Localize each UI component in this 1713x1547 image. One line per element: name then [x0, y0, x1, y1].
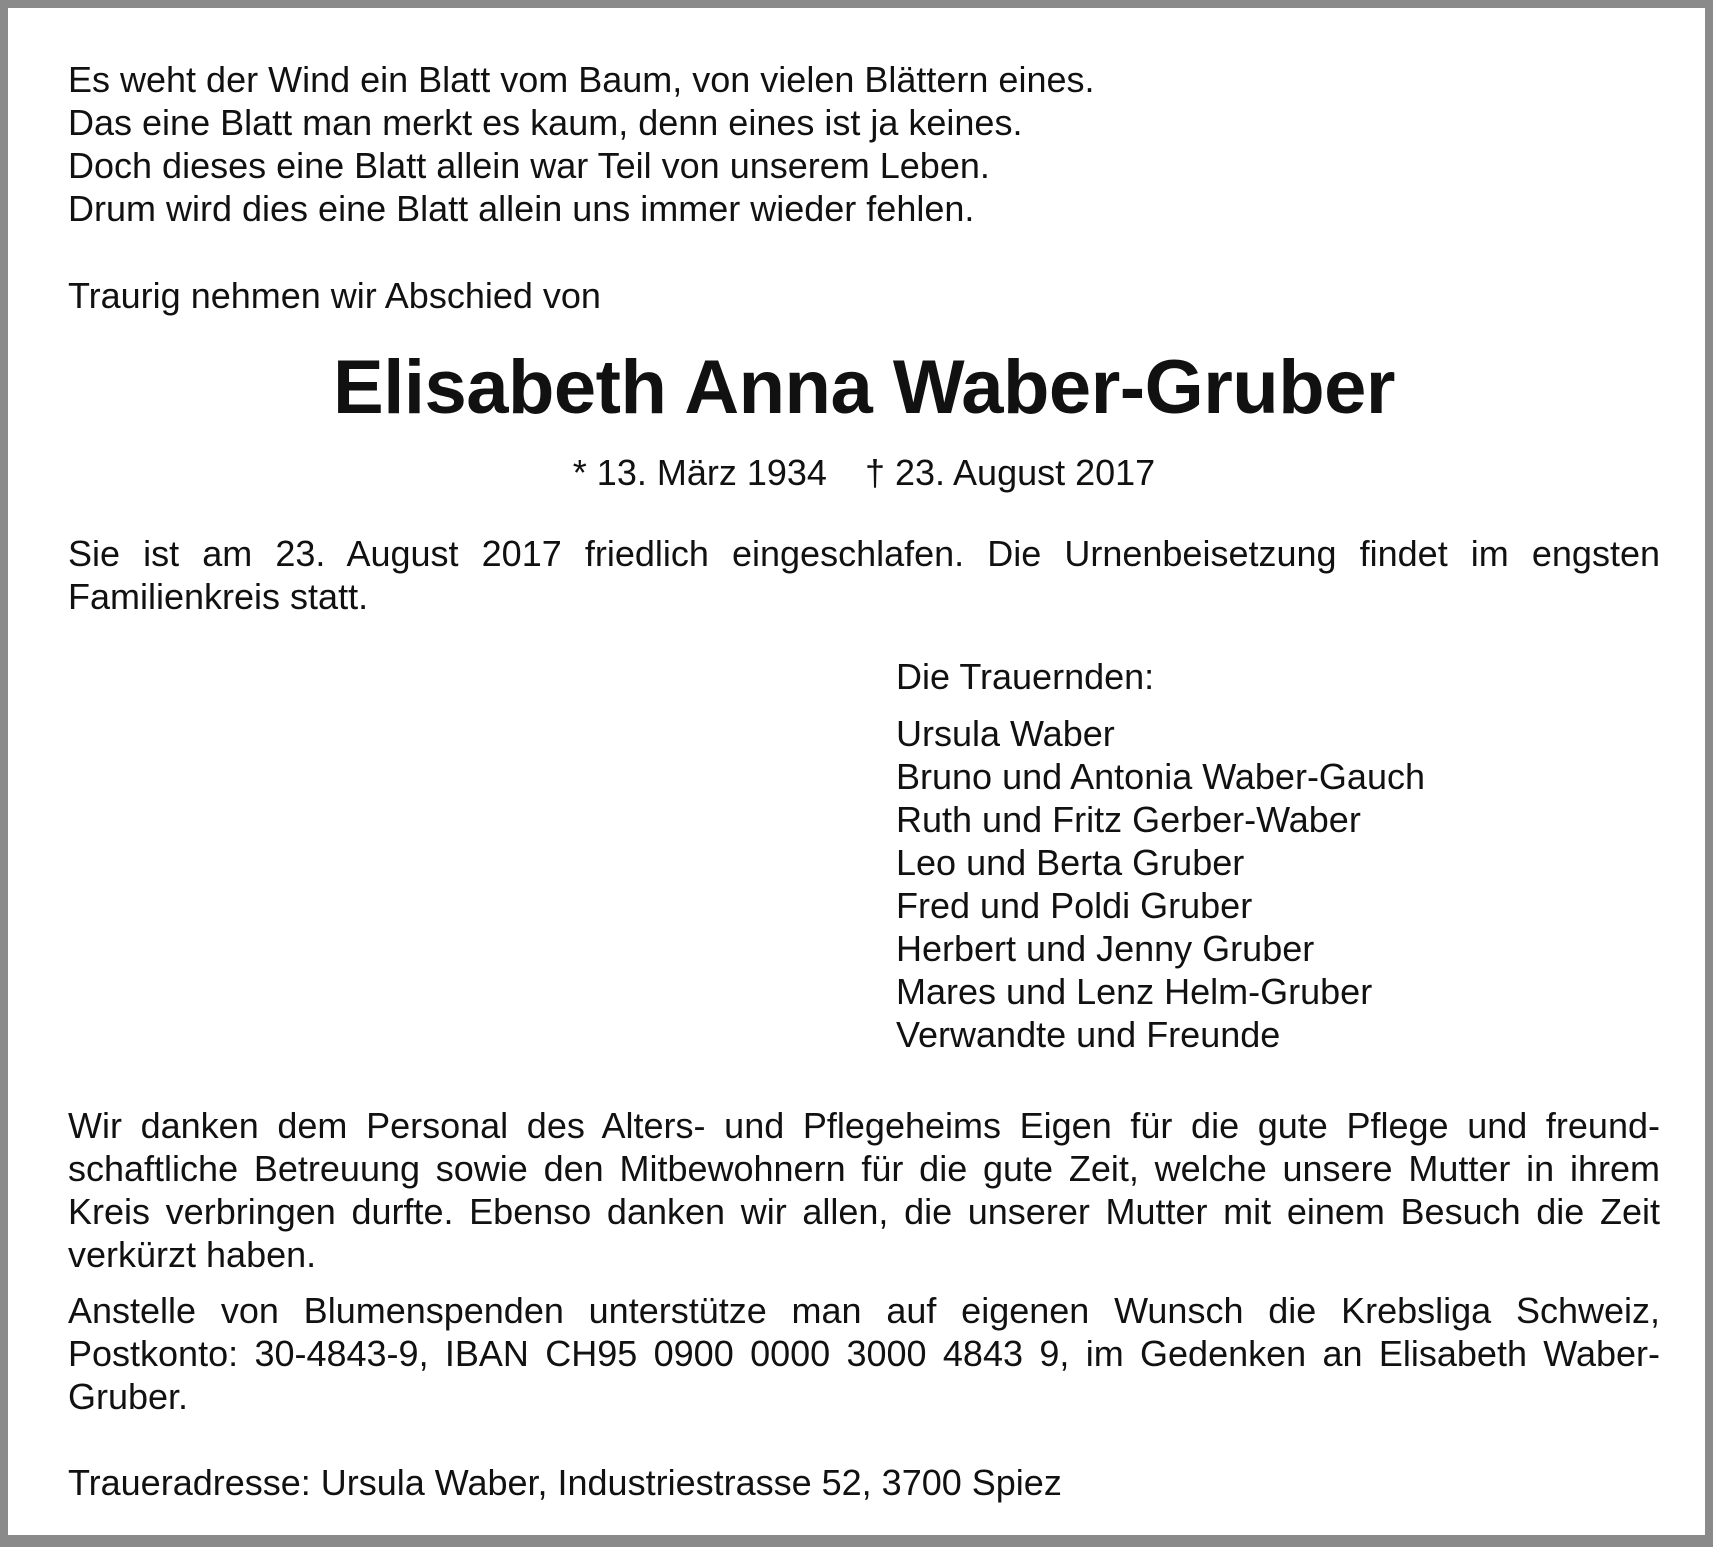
mourner-item: Bruno und Antonia Waber-Gauch	[896, 756, 1425, 797]
poem	[68, 58, 1660, 230]
donation-text: Anstelle von Blumenspenden unterstütze man auf eigenen Wunsch die Krebsliga Schweiz, Postkonto: 30-4843-9, IBAN CH95 0900 0000 3000 4843 9, im Gedenken an Elisabeth Waber-Gruber.	[68, 1290, 1660, 1417]
mourner-item: Fred und Poldi Gruber	[896, 885, 1253, 926]
mourner-item: Leo und Berta Gruber	[896, 842, 1245, 883]
poem-line: Drum wird dies eine Blatt allein uns immer wieder fehlen.	[68, 188, 975, 229]
deceased-name: Elisabeth Anna Waber-Gruber	[333, 345, 1395, 430]
obituary-content	[68, 58, 1660, 1504]
mourning-address: Traueradresse: Ursula Waber, Industriestrasse 52, 3700 Spiez	[68, 1462, 1062, 1503]
mourners-heading: Die Trauernden:	[896, 656, 1155, 697]
mourners-list	[896, 712, 1660, 1056]
mourners-block	[896, 655, 1660, 1056]
mourner-item: Ursula Waber	[896, 713, 1115, 754]
life-dates	[68, 451, 1660, 494]
announcement-text: Sie ist am 23. August 2017 friedlich eingeschlafen. Die Urnenbeisetzung findet im engsten Familienkreis statt.	[68, 533, 1660, 617]
mourner-item: Verwandte und Freunde	[896, 1014, 1281, 1055]
poem-line: Das eine Blatt man merkt es kaum, denn eines ist ja keines.	[68, 102, 1023, 143]
mourner-item: Mares und Lenz Helm-Gruber	[896, 971, 1373, 1012]
thanks-text: Wir danken dem Personal des Alters- und Pflegeheims Eigen für die gute Pflege und freundschaftliche Betreuung sowie den Mitbewohnern für die gute Zeit, welche unsere Mutter in ihrem Kreis verbringen durfte. Ebenso danken wir allen, die unserer Mutter mit einem Besuch die Zeit verkürzt haben.	[68, 1105, 1660, 1275]
birth-date: * 13. März 1934	[572, 452, 827, 493]
death-date: † 23. August 2017	[864, 452, 1156, 493]
mourner-item: Ruth und Fritz Gerber-Waber	[896, 799, 1361, 840]
poem-line: Doch dieses eine Blatt allein war Teil von unserem Leben.	[68, 145, 990, 186]
poem-line: Es weht der Wind ein Blatt vom Baum, von vielen Blättern eines.	[68, 59, 1095, 100]
intro-text: Traurig nehmen wir Abschied von	[68, 275, 601, 316]
mourner-item: Herbert und Jenny Gruber	[896, 928, 1315, 969]
